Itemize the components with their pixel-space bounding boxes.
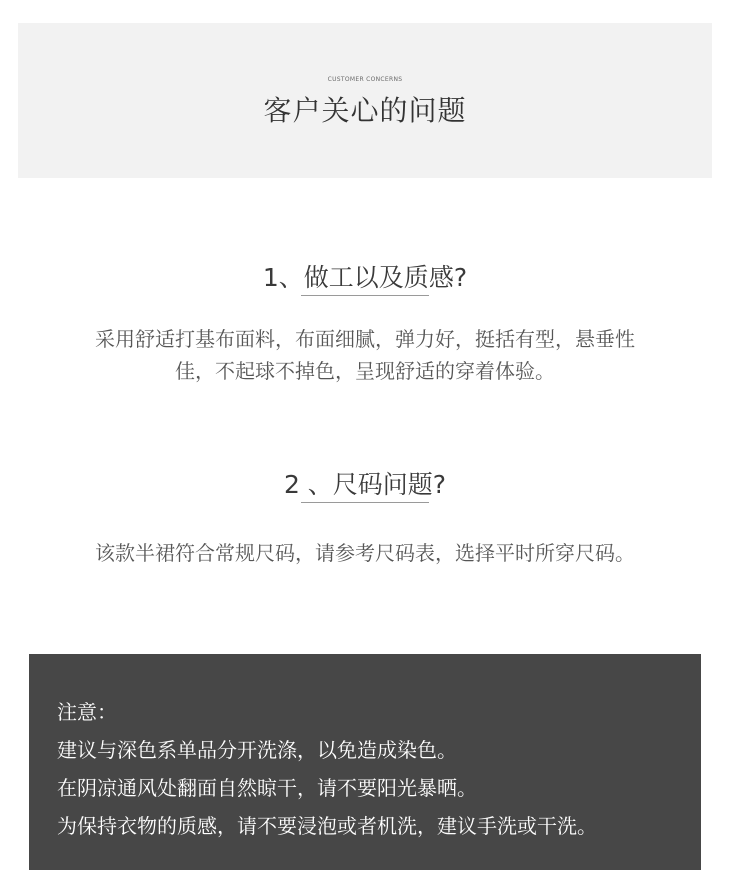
question-answer-1 — [40, 323, 690, 387]
question-underline-2 — [301, 502, 429, 503]
answer-line: 采用舒适打基布面料，布面细腻，弹力好，挺括有型，悬垂性 — [95, 327, 635, 351]
notice-line-2: 在阴凉通风处翻面自然晾干，请不要阳光暴晒。 — [57, 776, 477, 800]
care-notice-box — [29, 654, 701, 870]
answer-line: 该款半裙符合常规尺码，请参考尺码表，选择平时所穿尺码。 — [95, 541, 635, 565]
answer-line: 佳，不起球不掉色，呈现舒适的穿着体验。 — [175, 359, 555, 383]
header-banner — [18, 23, 712, 178]
notice-line-3: 为保持衣物的质感，请不要浸泡或者机洗，建议手洗或干洗。 — [57, 814, 597, 838]
page-title: 客户关心的问题 — [263, 94, 467, 127]
question-answer-2 — [40, 537, 690, 569]
question-underline-1 — [301, 295, 429, 296]
notice-heading: 注意： — [57, 700, 117, 724]
notice-line-1: 建议与深色系单品分开洗涤，以免造成染色。 — [57, 738, 457, 762]
header-subtitle: CUSTOMER CONCERNS — [327, 76, 403, 83]
question-title-1: 1、做工以及质感? — [262, 263, 468, 292]
question-title-2: 2 、尺码问题? — [283, 470, 447, 499]
